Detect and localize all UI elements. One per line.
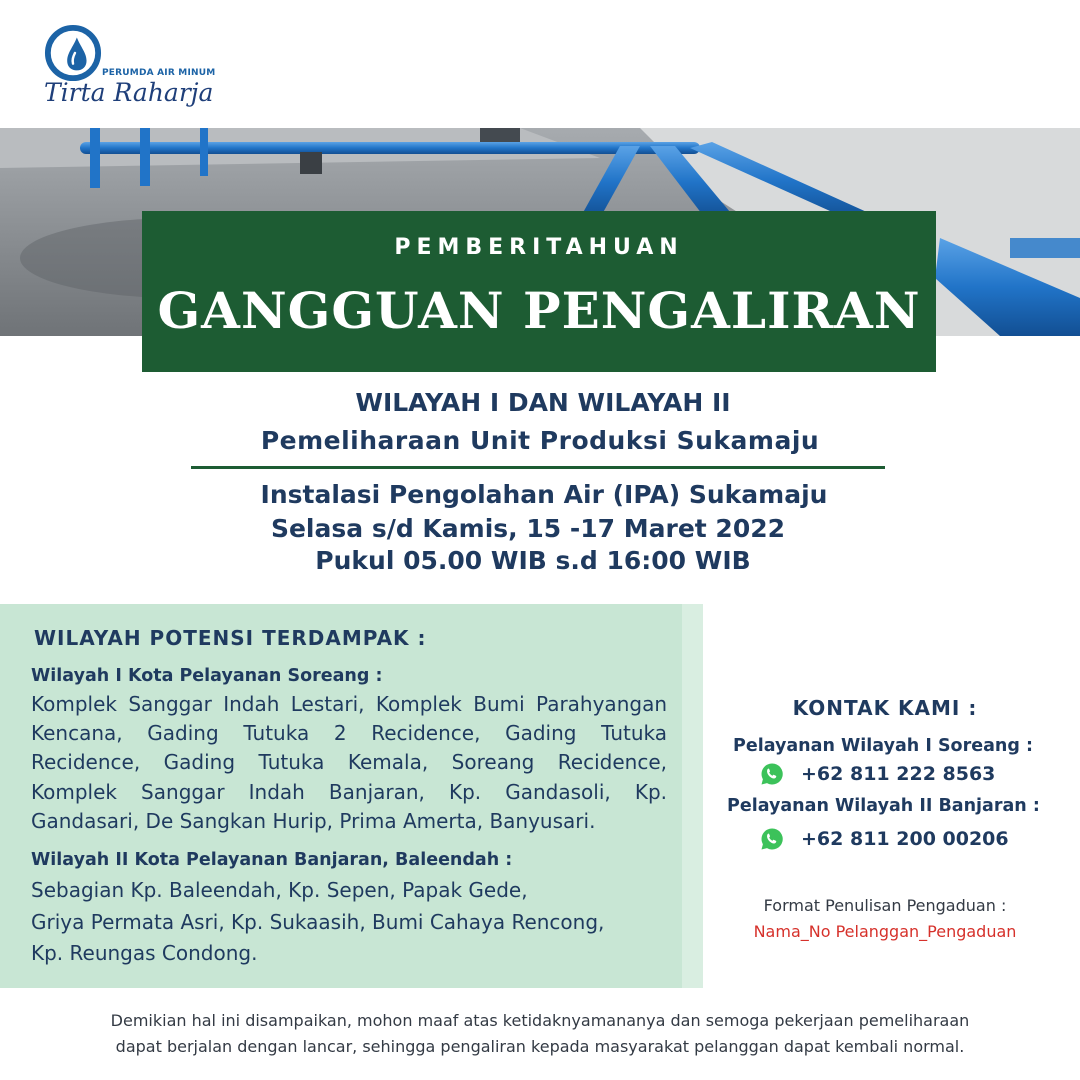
whatsapp-icon [760,827,784,851]
complaint-format-label: Format Penulisan Pengaduan : [763,896,1007,915]
region2-line: Sebagian Kp. Baleendah, Kp. Sepen, Papak Gede, [31,878,528,902]
schedule-region: WILAYAH I DAN WILAYAH II [355,388,731,417]
brand-name: Tirta Raharja [44,78,214,107]
whatsapp-icon [760,762,784,786]
schedule-date: Selasa s/d Kamis, 15 -17 Maret 2022 [270,514,786,543]
contact-label-soreang: Pelayanan Wilayah I Soreang : [733,736,1033,756]
region2-areas [31,875,671,970]
contact-phone-soreang[interactable]: +62 811 222 8563 [801,763,996,785]
schedule-time: Pukul 05.00 WIB s.d 16:00 WIB [315,546,751,575]
banner-kicker: PEMBERITAHUAN [394,235,684,260]
schedule-activity: Pemeliharaan Unit Produksi Sukamaju [260,426,820,455]
closing-note [40,1008,1040,1060]
contact-row-banjaran[interactable] [760,826,1009,852]
affected-heading: WILAYAH POTENSI TERDAMPAK : [34,626,427,650]
region1-areas: Komplek Sanggar Indah Lestari, Komplek Bumi Parahyangan Kencana, Gading Tutuka 2 Recidence, Gading Tutuka Recidence, Gading Tutuka Kemala, Soreang Recidence, Komplek Sanggar Indah Banjaran, Kp. Gandasoli, Kp. Gandasari, De Sangkan Hurip, Prima Amerta, Banyusari. [31,692,667,833]
region2-line: Kp. Reungas Condong. [31,941,258,965]
affected-areas-panel [0,604,703,988]
brand-logo [42,22,232,112]
banner-title: GANGGUAN PENGALIRAN [157,281,921,340]
contact-label-banjaran: Pelayanan Wilayah II Banjaran : [727,796,1040,816]
contact-phone-banjaran[interactable]: +62 811 200 00206 [801,828,1009,850]
brand-org-type: PERUMDA AIR MINUM [102,68,216,78]
schedule-divider [191,466,885,469]
complaint-format-value: Nama_No Pelanggan_Pengaduan [753,922,1017,941]
region2-line: Griya Permata Asri, Kp. Sukaasih, Bumi Cahaya Rencong, [31,909,605,934]
contact-row-soreang[interactable] [760,761,995,787]
region1-title: Wilayah I Kota Pelayanan Soreang : [31,666,383,686]
contact-heading: KONTAK KAMI : [792,696,978,720]
affected-panel-stripe [682,604,703,988]
region2-title: Wilayah II Kota Pelayanan Banjaran, Baleendah : [31,850,513,870]
closing-note-line: Demikian hal ini disampaikan, mohon maaf atas ketidaknyamananya dan semoga pekerjaan pemeliharaan [110,1011,970,1030]
closing-note-line: dapat berjalan dengan lancar, sehingga pengaliran kepada masyarakat pelanggan dapat kembali normal. [115,1037,965,1056]
schedule-facility: Instalasi Pengolahan Air (IPA) Sukamaju [260,480,828,509]
water-drop-logo-icon [44,24,102,82]
notice-banner [142,211,936,372]
